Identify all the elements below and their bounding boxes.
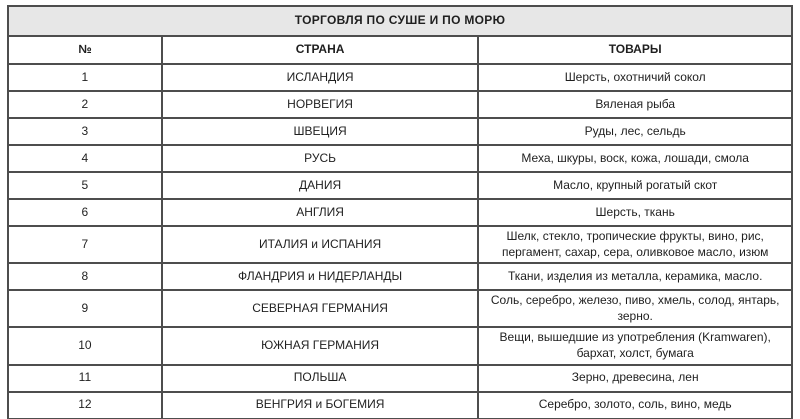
goods-cell: Шерсть, охотничий сокол <box>478 64 792 91</box>
row-number-cell: 9 <box>8 290 162 327</box>
goods-cell: Меха, шкуры, воск, кожа, лошади, смола <box>478 145 792 172</box>
goods-cell: Вяленая рыба <box>478 91 792 118</box>
row-number-cell: 5 <box>8 172 162 199</box>
goods-cell: Масло, крупный рогатый скот <box>478 172 792 199</box>
table-row <box>8 91 792 118</box>
country-cell: ДАНИЯ <box>162 172 479 199</box>
country-cell: ВЕНГРИЯ и БОГЕМИЯ <box>162 392 479 419</box>
row-number-cell: 3 <box>8 118 162 145</box>
column-header-goods: ТОВАРЫ <box>478 36 792 64</box>
table-title: ТОРГОВЛЯ ПО СУШЕ И ПО МОРЮ <box>8 6 792 36</box>
row-number-cell: 11 <box>8 365 162 392</box>
column-header-num: № <box>8 36 162 64</box>
goods-cell: Соль, серебро, железо, пиво, хмель, солод, янтарь, зерно. <box>478 290 792 327</box>
table-row <box>8 392 792 419</box>
country-cell: ИСЛАНДИЯ <box>162 64 479 91</box>
row-number-cell: 2 <box>8 91 162 118</box>
country-cell: ИТАЛИЯ и ИСПАНИЯ <box>162 226 479 263</box>
goods-cell: Вещи, вышедшие из употребления (Kramwaren), бархат, холст, бумага <box>478 327 792 364</box>
country-cell: СЕВЕРНАЯ ГЕРМАНИЯ <box>162 290 479 327</box>
table-row <box>8 290 792 327</box>
row-number-cell: 8 <box>8 263 162 290</box>
row-number-cell: 6 <box>8 199 162 226</box>
table-row <box>8 365 792 392</box>
row-number-cell: 10 <box>8 327 162 364</box>
country-cell: ПОЛЬША <box>162 365 479 392</box>
goods-cell: Зерно, древесина, лен <box>478 365 792 392</box>
table-row <box>8 145 792 172</box>
table-row <box>8 199 792 226</box>
country-cell: ШВЕЦИЯ <box>162 118 479 145</box>
country-cell: АНГЛИЯ <box>162 199 479 226</box>
trade-table <box>7 5 793 419</box>
row-number-cell: 4 <box>8 145 162 172</box>
country-cell: РУСЬ <box>162 145 479 172</box>
table-row <box>8 327 792 364</box>
table-header-row <box>8 36 792 64</box>
row-number-cell: 7 <box>8 226 162 263</box>
country-cell: НОРВЕГИЯ <box>162 91 479 118</box>
table-row <box>8 118 792 145</box>
country-cell: ФЛАНДРИЯ и НИДЕРЛАНДЫ <box>162 263 479 290</box>
goods-cell: Шелк, стекло, тропические фрукты, вино, рис, пергамент, сахар, сера, оливковое масло, изюм <box>478 226 792 263</box>
goods-cell: Ткани, изделия из металла, керамика, масло. <box>478 263 792 290</box>
goods-cell: Шерсть, ткань <box>478 199 792 226</box>
table-row <box>8 64 792 91</box>
row-number-cell: 12 <box>8 392 162 419</box>
table-row <box>8 172 792 199</box>
row-number-cell: 1 <box>8 64 162 91</box>
column-header-country: СТРАНА <box>162 36 479 64</box>
country-cell: ЮЖНАЯ ГЕРМАНИЯ <box>162 327 479 364</box>
table-row <box>8 226 792 263</box>
table-title-row <box>8 6 792 36</box>
goods-cell: Серебро, золото, соль, вино, медь <box>478 392 792 419</box>
table-row <box>8 263 792 290</box>
goods-cell: Руды, лес, сельдь <box>478 118 792 145</box>
